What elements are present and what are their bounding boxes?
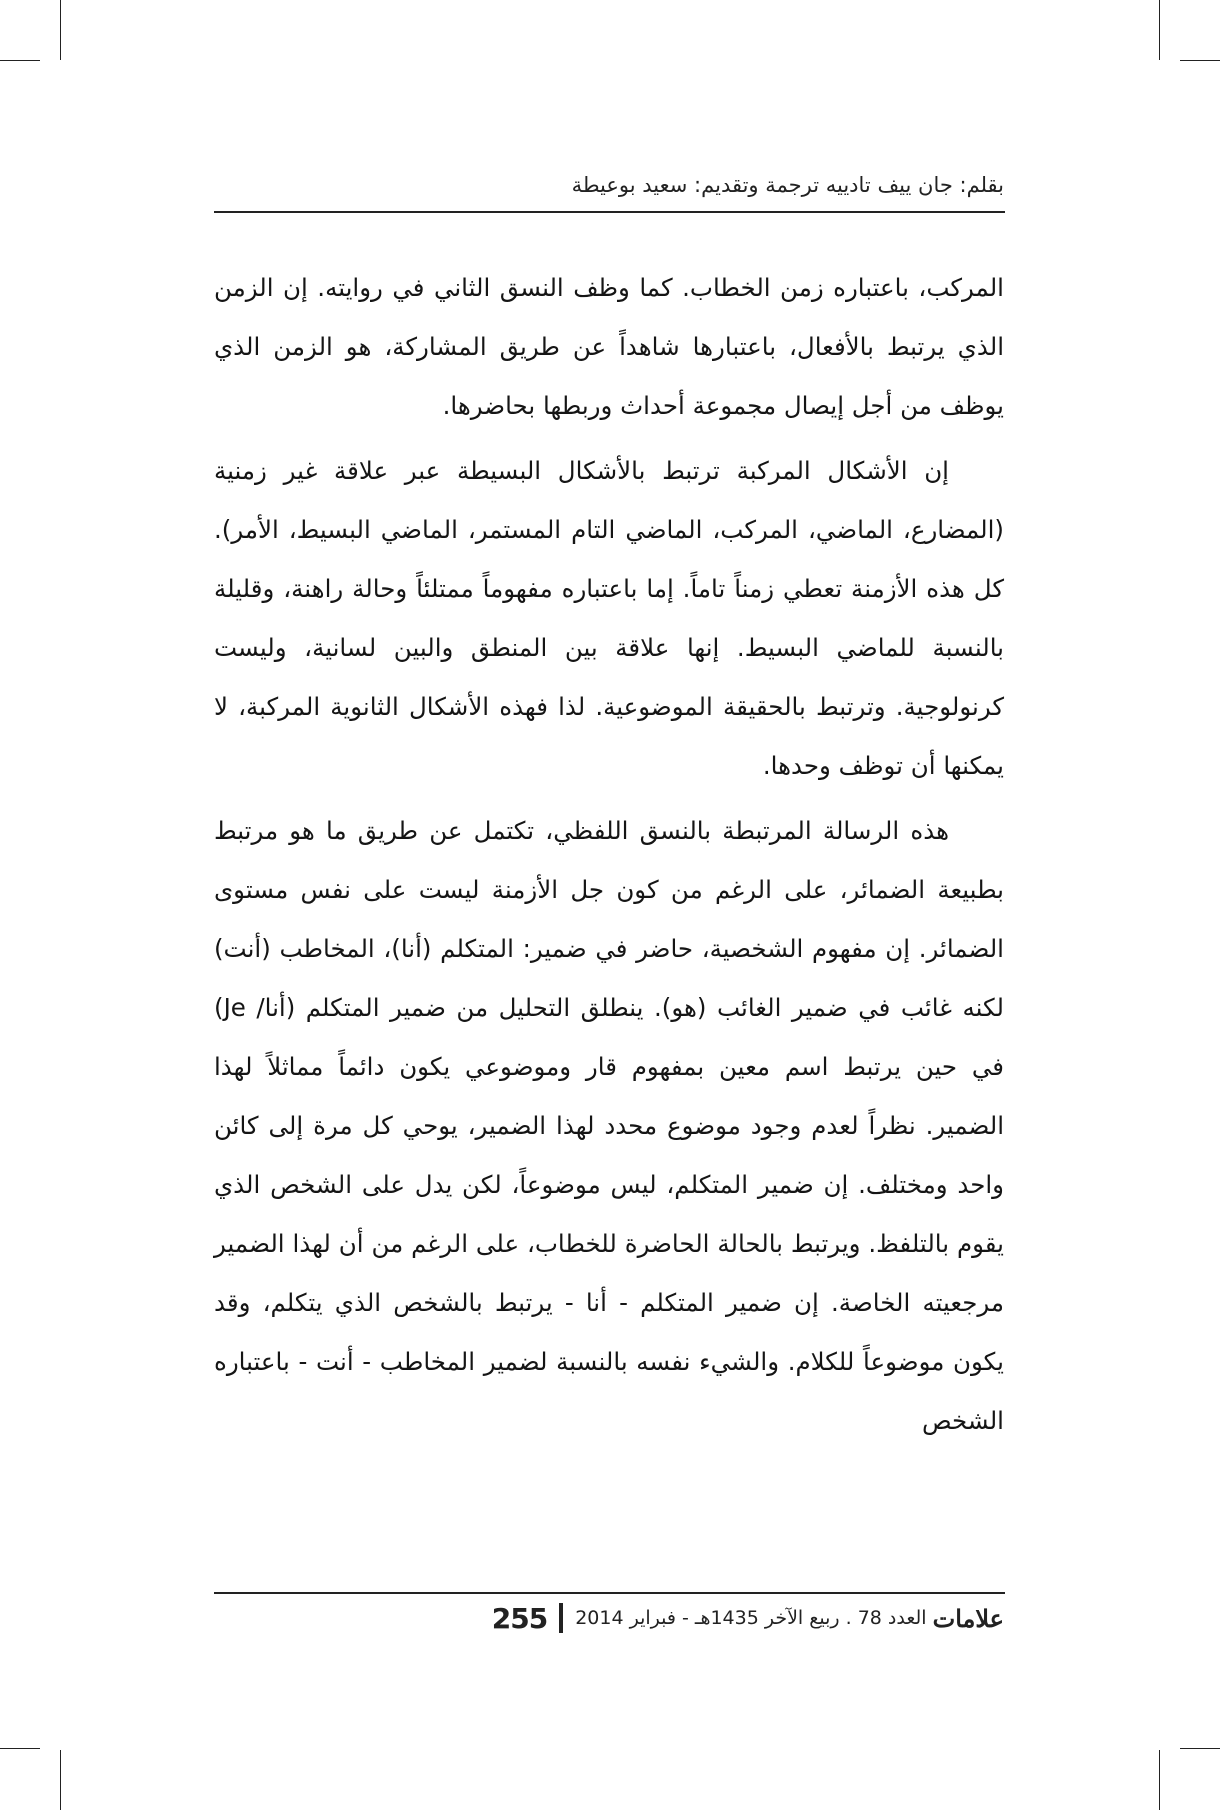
crop-mark bbox=[60, 1750, 61, 1810]
crop-mark bbox=[0, 1748, 40, 1749]
page-number: 255 bbox=[491, 1601, 548, 1635]
header-rule bbox=[214, 211, 1005, 213]
footer-divider bbox=[559, 1603, 563, 1633]
crop-mark bbox=[60, 0, 61, 60]
running-header: بقلم: جان ييف تادييه ترجمة وتقديم: سعيد بوعيطة bbox=[571, 173, 1004, 197]
paragraph: هذه الرسالة المرتبطة بالنسق اللفظي، تكتمل عن طريق ما هو مرتبط بطبيعة الضمائر، على الرغم من كون جل الأزمنة ليست على نفس مستوى الضمائر. إن مفهوم الشخصية، حاضر في ضمير: المتكلم (أنا)، المخاطب (أنت) لكنه غائب في ضمير الغائب (هو). ينطلق التحليل من ضمير المتكلم (أنا/ Je) في حين يرتبط اسم معين بمفهوم قار وموضوعي يكون دائماً مماثلاً لهذا الضمير. نظراً لعدم وجود موضوع محدد لهذا الضمير، يوحي كل مرة إلى كائن واحد ومختلف. إن ضمير المتكلم، ليس موضوعاً، لكن يدل على الشخص الذي يقوم بالتلفظ. ويرتبط بالحالة الحاضرة للخطاب، على الرغم من أن لهذا الضمير مرجعيته الخاصة. إن ضمير المتكلم - أنا - يرتبط بالشخص الذي يتكلم، وقد يكون موضوعاً للكلام. والشيء نفسه بالنسبة لضمير المخاطب - أنت - باعتباره الشخص bbox=[214, 816, 1004, 1435]
crop-mark bbox=[0, 60, 40, 61]
crop-mark bbox=[1159, 0, 1160, 60]
crop-mark bbox=[1180, 1748, 1220, 1749]
footer-rule bbox=[214, 1592, 1005, 1594]
crop-mark bbox=[1180, 60, 1220, 61]
paragraph: المركب، باعتباره زمن الخطاب. كما وظف النسق الثاني في روايته. إن الزمن الذي يرتبط بالأفعال، باعتبارها شاهداً عن طريق المشاركة، هو الزمن الذي يوظف من أجل إيصال مجموعة أحداث وربطها بحاضرها. bbox=[214, 273, 1004, 420]
page-footer bbox=[214, 1598, 1004, 1638]
journal-logo: علامات bbox=[932, 1603, 1004, 1633]
paragraph: إن الأشكال المركبة ترتبط بالأشكال البسيطة عبر علاقة غير زمنية (المضارع، الماضي، المركب، الماضي التام المستمر، الماضي البسيط، الأمر). كل هذه الأزمنة تعطي زمناً تاماً. إما باعتباره مفهوماً ممتلئاً وحالة راهنة، وقليلة بالنسبة للماضي البسيط. إنها علاقة بين المنطق والبين لسانية، وليست كرنولوجية. وترتبط بالحقيقة الموضوعية. لذا فهذه الأشكال الثانوية المركبة، لا يمكنها أن توظف وحدها. bbox=[214, 456, 1004, 780]
article-body bbox=[214, 258, 1004, 1456]
issue-info: العدد 78 . ربيع الآخر 1435هـ - فبراير 2014 bbox=[575, 1607, 927, 1629]
crop-mark bbox=[1159, 1750, 1160, 1810]
